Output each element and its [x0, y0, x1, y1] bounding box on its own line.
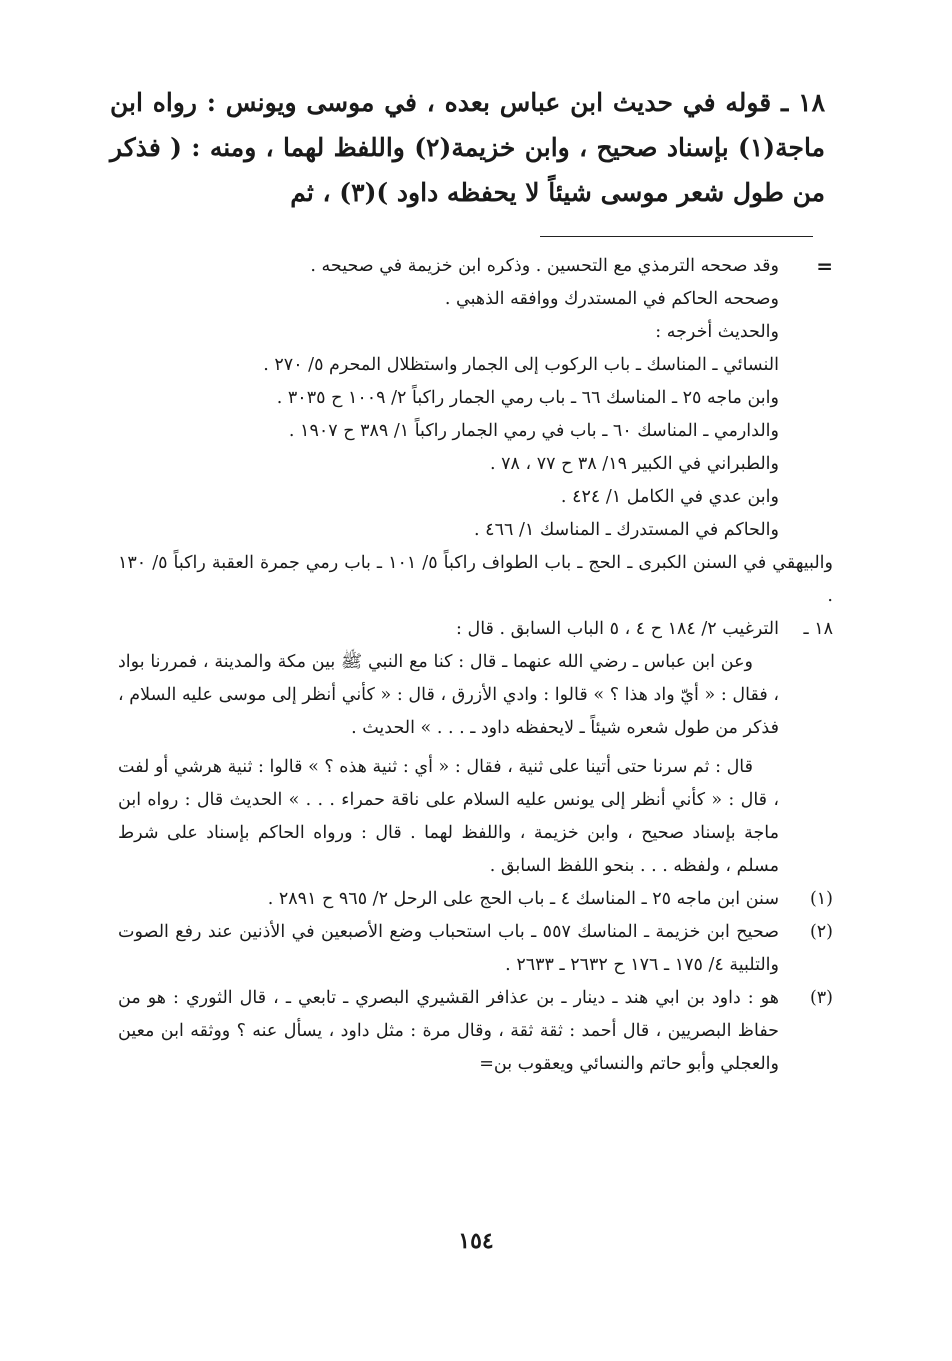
main-paragraph: ١٨ ـ قوله في حديث ابن عباس بعده ، في موسى ويونس : رواه ابن ماجة(١) بإسناد صحيح ، وابن خزيمة(٢) واللفظ لهما ، ومنه : ( فذكر من طول شعر موسى شيئاً لا يحفظه داود )(٣) ، ثم: [110, 88, 825, 207]
footnote-2: (٢) صحيح ابن خزيمة ـ المناسك ٥٥٧ ـ باب استحباب وضع الأصبعين في الأذنين عند رفع الصوت والتلبية ٤/ ١٧٥ ـ ١٧٦ ح ٢٦٣٢ ـ ٢٦٣٣ .: [118, 916, 833, 982]
continuation-line: والطبراني في الكبير ١٩/ ٣٨ ح ٧٧ ، ٧٨ .: [489, 454, 779, 474]
continuation-line: والدارمي ـ المناسك ٦٠ ـ باب في رمي الجمار راكباً ١/ ٣٨٩ ح ١٩٠٧ .: [288, 421, 779, 441]
continuation-line: وابن ماجه ٢٥ ـ المناسك ٦٦ ـ باب رمي الجمار راكباً ٢/ ١٠٠٩ ح ٣٠٣٥ .: [276, 388, 779, 408]
note-18-paragraph: قال : ثم سرنا حتى أتينا على ثنية ، فقال : « أي : ثنية هذه ؟ » قالوا : ثنية هرشي أو لفت ، قال : « كأني أنظر إلى يونس عليه السلام على ناقة حمراء . . . » الحديث قال : رواه ابن ماجة بإسناد صحيح ، وابن خزيمة ، واللفظ لهما . قال : ورواه الحاكم بإسناد على شرط مسلم ، ولفظه . . . بنحو اللفظ السابق .: [118, 757, 779, 876]
note-18: ١٨ ـ الترغيب ٢/ ١٨٤ ح ٤ ، ٥ الباب السابق . قال :: [118, 613, 833, 646]
footnote-1: (١) سنن ابن ماجه ٢٥ ـ المناسك ٤ ـ باب الحج على الرحل ٢/ ٩٦٥ ح ٢٨٩١ .: [118, 883, 833, 916]
continuation-line: والبيهقي في السنن الكبرى ـ الحج ـ باب الطواف راكباً ٥/ ١٠١ ـ باب رمي جمرة العقبة راكباً ٥/ ١٣٠ .: [118, 553, 833, 606]
footnote-marker: (١): [809, 889, 833, 909]
continuation-line: = وقد صححه الترمذي مع التحسين . وذكره ابن خزيمة في صحيحه .: [118, 250, 833, 283]
footnote-marker: (٢): [809, 922, 833, 942]
footnote-marker: (٣): [809, 988, 833, 1008]
main-text: [110, 80, 825, 215]
continuation-line: النسائي ـ المناسك ـ باب الركوب إلى الجمار واستظلال المحرم ٥/ ٢٧٠ .: [263, 355, 779, 375]
continuation-line: وصححه الحاكم في المستدرك ووافقه الذهبي .: [444, 289, 779, 309]
note-18-marker: ١٨ ـ: [803, 619, 833, 639]
continuation-line: والحديث أخرجه :: [655, 322, 779, 342]
continuation-line: وابن عدي في الكامل ١/ ٤٢٤ .: [560, 487, 779, 507]
page-number: ١٥٤: [458, 1228, 494, 1254]
note-18-paragraph: وعن ابن عباس ـ رضي الله عنهما ـ قال : كنا مع النبي ﷺ بين مكة والمدينة ، فمررنا بواد ، فقال : « أيّ واد هذا ؟ » قالوا : وادي الأزرق ، قال : « كأني أنظر إلى موسى عليه السلام ، فذكر من طول شعره شيئاً ـ لايحفظه داود ـ . . . » الحديث .: [118, 652, 779, 738]
footnotes-section: [118, 250, 833, 1081]
footnote-3: (٣) هو : داود بن ابي هند ـ دينار ـ بن عذافر القشيري البصري ـ تابعي ـ ، قال الثوري : هو من حفاظ البصريين ، قال أحمد : ثقة ثقة ، وقال مرة : مثل داود ، يسأل عنه ؟ ووثقه ابن معين والعجلي وأبو حاتم والنسائي ويعقوب بن=: [118, 982, 833, 1081]
continuation-line: والحاكم في المستدرك ـ المناسك ١/ ٤٦٦ .: [474, 520, 779, 540]
footnote-separator: [540, 236, 813, 237]
continuation-marker: =: [816, 254, 833, 278]
